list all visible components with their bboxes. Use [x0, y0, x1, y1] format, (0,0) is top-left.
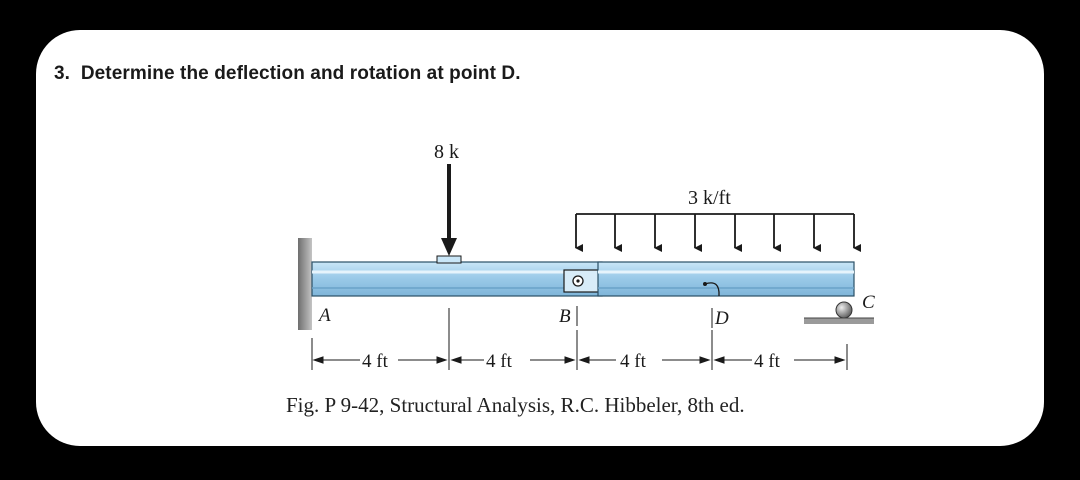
dimension-label-4: 4 ft: [754, 351, 780, 372]
point-load-arrow: [437, 164, 461, 263]
dimension-label-3: 4 ft: [620, 351, 646, 372]
point-label-b: B: [559, 306, 571, 327]
dimension-label-2: 4 ft: [486, 351, 512, 372]
beam-segment-ab: [312, 262, 602, 296]
beam-segment-bc: [598, 262, 854, 296]
dimension-label-1: 4 ft: [362, 351, 388, 372]
fixed-support-wall: [298, 238, 312, 330]
point-load-label: 8 k: [434, 141, 459, 163]
point-label-a: A: [319, 305, 331, 326]
problem-number: 3.: [54, 63, 71, 84]
figure-caption: Fig. P 9-42, Structural Analysis, R.C. Hibbeler, 8th ed.: [286, 393, 745, 417]
distributed-load-arrows: [576, 214, 854, 248]
point-label-d: D: [715, 308, 729, 329]
distributed-load-label: 3 k/ft: [688, 187, 731, 209]
problem-text: Determine the deflection and rotation at point D.: [80, 63, 521, 84]
point-label-c: C: [862, 292, 875, 313]
beam-diagram: [36, 30, 1044, 446]
problem-card: [36, 30, 1044, 446]
